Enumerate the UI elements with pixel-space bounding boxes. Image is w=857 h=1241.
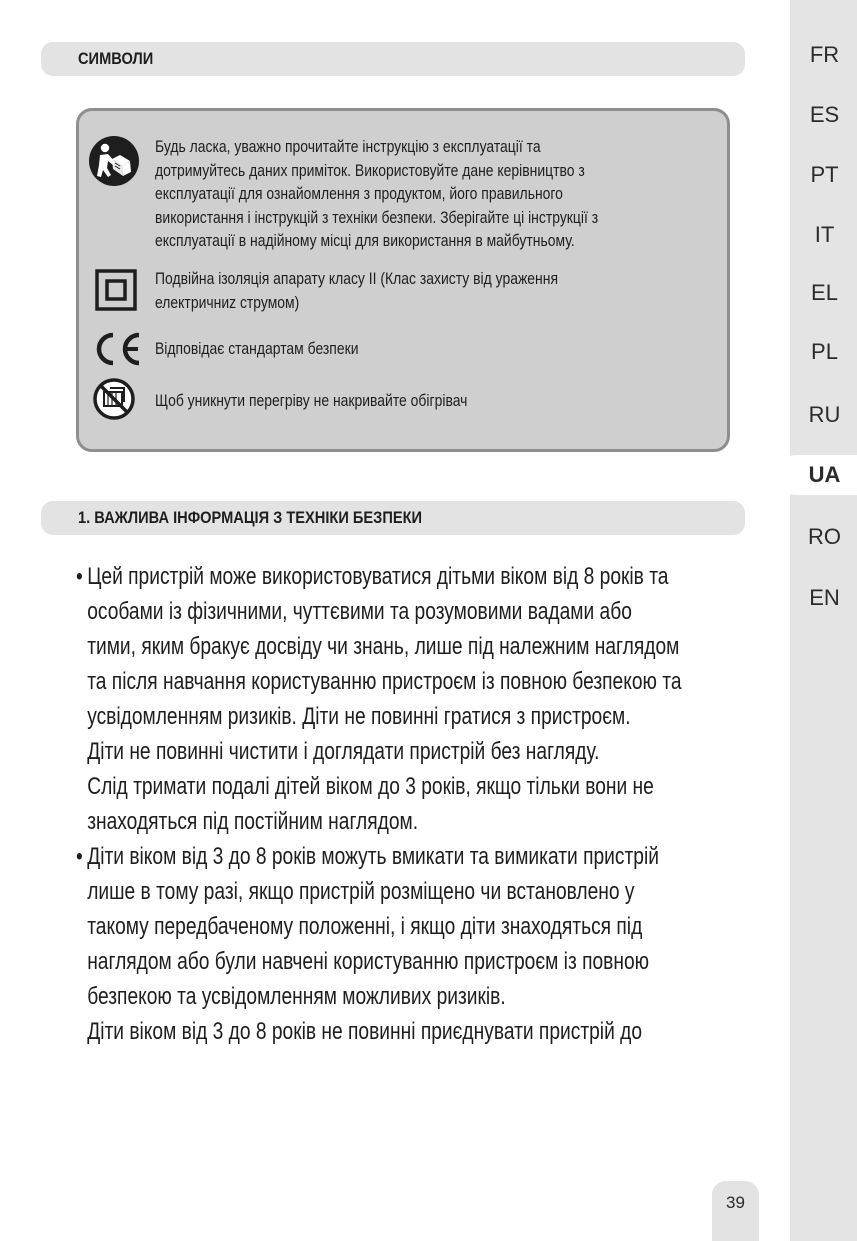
language-tab-pl[interactable]: PL (811, 339, 838, 364)
do-not-cover-icon (92, 377, 136, 421)
language-tab-el[interactable]: EL (811, 280, 838, 305)
language-tab-ru[interactable]: RU (808, 402, 841, 427)
text-line: Відповідає стандартам безпеки (155, 339, 359, 358)
language-tab-pt[interactable]: PT (810, 162, 839, 187)
text-line: експлуатації для ознайомлення з продуктом, його правильного (155, 184, 563, 203)
bullet-icon: • (76, 563, 83, 590)
language-tab-ua-active[interactable]: UA (778, 455, 857, 495)
text-line: та після навчання користуванню пристроєм із повною безпекою та (87, 668, 682, 695)
ce-mark-icon (89, 331, 145, 367)
double-insulation-icon (95, 269, 137, 311)
symbol-text-read-manual (155, 135, 598, 253)
text-line: Щоб уникнути перегріву не накривайте обігрівач (155, 391, 468, 410)
language-tab-es[interactable]: ES (809, 102, 840, 127)
symbols-section-title: СИМВОЛИ (78, 49, 154, 68)
text-line: електричниz струмом) (155, 292, 300, 312)
symbol-text-double-insulation (155, 267, 558, 314)
page-number-tab (712, 1181, 759, 1241)
language-tab-fr[interactable]: FR (809, 42, 840, 67)
list-item (76, 560, 668, 595)
language-tab-it[interactable]: IT (814, 222, 835, 247)
read-manual-icon (88, 135, 140, 187)
text-line: Діти не повинні чистити і доглядати пристрій без нагляду. (87, 738, 600, 765)
symbol-text-ce-mark (155, 337, 358, 361)
text-line: експлуатації в надійному місці для використання в майбутньому. (155, 231, 575, 250)
text-line: Будь ласка, уважно прочитайте інструкцію з експлуатації та (155, 137, 541, 156)
text-line: такому передбаченому положенні, і якщо діти знаходяться під (87, 913, 643, 940)
symbol-text-do-not-cover (155, 389, 467, 413)
text-line: Подвійна ізоляція апарату класу II (Клас захисту від ураження (155, 269, 558, 288)
symbols-box (76, 108, 730, 452)
text-line: наглядом або були навчені користуванню пристроєм із повною (87, 948, 650, 975)
text-line: тими, яким бракує досвіду чи знань, лише під належним наглядом (87, 633, 680, 660)
text-line: усвідомленням ризиків. Діти не повинні гратися з пристроєм. (87, 703, 631, 730)
text-line: Діти віком від 3 до 8 років не повинні приєднувати пристрій до (87, 1018, 643, 1045)
language-tab-en[interactable]: EN (809, 585, 840, 610)
list-item (76, 840, 659, 875)
bullet-icon: • (76, 843, 83, 870)
text-line: безпекою та усвідомленням можливих ризиків. (87, 983, 506, 1010)
language-sidebar (790, 0, 857, 1241)
text-line: Діти віком від 3 до 8 років можуть вмикати та вимикати пристрій (87, 843, 659, 870)
text-line: використання і інструкцій з техніки безпеки. Зберігайте ці інструкції з (155, 207, 599, 227)
text-line: Цей пристрій може використовуватися дітьми віком від 8 років та (87, 563, 669, 590)
text-line: лише в тому разі, якщо пристрій розміщено чи встановлено у (87, 878, 635, 905)
language-tab-ro[interactable]: RO (808, 524, 841, 549)
text-line: знаходяться під постійним наглядом. (87, 808, 419, 835)
text-line: Слід тримати подалі дітей віком до 3 років, якщо тільки вони не (87, 773, 654, 800)
symbols-section-header (41, 42, 745, 76)
page-number: 39 (726, 1193, 745, 1212)
safety-section-title: 1. ВАЖЛИВА ІНФОРМАЦІЯ З ТЕХНІКИ БЕЗПЕКИ (78, 508, 423, 527)
safety-section-header (41, 501, 745, 535)
text-line: дотримуйтесь даних приміток. Використовуйте дане керівництво з (155, 160, 585, 180)
text-line: особами із фізичними, чуттєвими та розумовими вадами або (87, 598, 632, 625)
